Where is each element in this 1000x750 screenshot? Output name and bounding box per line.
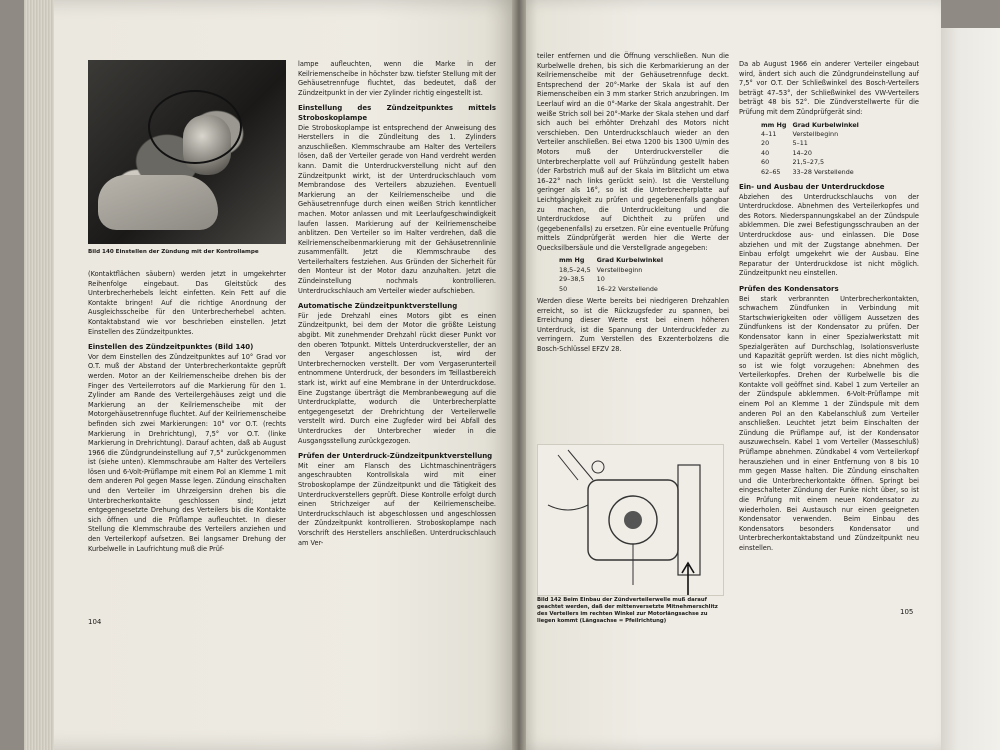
hand-image — [98, 175, 218, 230]
paragraph: Abziehen des Unterdruckschlauchs von der Unterdruckdose. Abnehmen des Verteilerkopfes und des Rotors. Niederspannungskabel an der Zündspule abklemmen. Die zwei Befestigungsschrauben an der Unterdruckdose aus- und einlassen. Die Dose abziehen und mit der Zugstange abnehmen. Der Einbau erfolgt umgekehrt wie der Ausbau. Eine Reparatur der Unterdruckdose ist nicht möglich. Zündzeitpunkt neu einstellen. — [739, 192, 919, 278]
table-row: 50 16–22 Verstellende — [559, 284, 658, 293]
table-row: 62–65 33–28 Verstellende — [761, 167, 854, 176]
paragraph: Da ab August 1966 ein anderer Verteiler eingebaut wird, ändert sich auch die Zündgrundeinstellung auf 7,5° vor O.T. Der Schließwinkel des Bosch-Verteilers beträgt 47–53°, der Schließwinkel des VW-Verteilers beträgt 48 bis 52°. Die Zündverstellwerte für die Prüfung mit dem Zündprüfgerät sind: — [739, 60, 919, 116]
paragraph: Vor dem Einstellen des Zündzeitpunktes auf 10° Grad vor O.T. muß der Abstand der Unterbrecherkontakte geprüft werden. Motor an der Keilriemenscheibe drehen bis der Finger des Verteilerrotors auf die Markierung für den 1. Zylinder am Rande des Verteilergehäuses zeigt und die Markierung an der Keilriemenscheibe mit der Motorgehäusetrennfuge fluchtet. Auf der Keilriemenscheibe befinden sich zwei Markierungen: 10° vor O.T. (rechts Markierung in Drehrichtung), 7,5° vor O.T. (linke Markierung in Drehrichtung). Darauf achten, daß ab August 1966 die Zündgrundeinstellung auf 7,5° zurückgenommen ist (siehe unten). Klemmschraube am Halter des Verteilers lösen und 6-Volt-Prüflampe mit einem Pol an Klemme 1 mit dem anderen Pol gegen Masse legen. Zündung einschalten und den Verteiler im Uhrzeigersinn drehen bis die Unterbrecherkontakte geschlossen sind; jetzt entgegengesetzte Drehung des Verteilers bis die Kontakte sich öffnen und die Prüflampe aufleuchtet. In dieser Stellung die Klemmschraube des Verteilers anziehen und den Verteilerkopf aufsetzen. Bei langsamer Drehung der Kurbelwelle in Laufrichtung muß die Prüf- — [88, 352, 286, 553]
table-row: 20 5–11 — [761, 139, 808, 148]
paragraph: Werden diese Werte bereits bei niedrigeren Drehzahlen erreicht, so ist die Rückzugsfeder zu spannen, bei Erreichung dieser Werte erst bei einem höheren Unterdruck, ist die Spannung der Unterdruckfeder zu verringern. Zum Verstellen des Exzenterbolzens die Bosch-Schlüssel EFZV 28. — [537, 297, 729, 354]
paragraph: Die Stroboskoplampe ist entsprechend der Anweisung des Herstellers in die Zündleitung des 1. Zylinders anzuschließen. Klemmschraube am Halter des Verteilers lösen, daß der Verteiler gerade von Hand verdreht werden kann. Damit die Unterdruckverstellung nicht auf den Zündzeitpunkt wirkt, ist der Unterdruckschlauch vom Membrandose des Verteilers abzuziehen. Eventuell Markierung an der Keilriemenscheibe und die Gehäusetrennfuge durch einen weißen Strich kenntlicher machen. Motor anlassen und mit Leerlaufgeschwindigkeit laufen lassen. Markierung auf der Keilriemenscheibe anblitzen. Den Verteiler so im Halter verdrehen, daß die Keilriemenscheibenmarkierung mit der Gehäusetrennlinie zusammenfällt. Jetzt die Klemmschraube des Verteilerhalters festziehen. Aus Gründen der Sicherheit für den Monteur ist der Motor dazu anzuhalten. Jetzt die Zündeinstellung nochmals kontrollieren. Unterdruckschlauch am Verteiler wieder aufschieben. — [298, 123, 496, 295]
paragraph: Für jede Drehzahl eines Motors gibt es einen Zündzeitpunkt, bei dem der Motor die größte Leistung abgibt. Mit zunehmender Drehzahl rückt dieser Punkt vor den oberen Totpunkt. Mittels Unterdruckversteller, der an den Vergaser angeschlossen ist, wird der Unterbrechernocken verstellt. Der vom Vergaserunterteil entnommene Unterdruck, der besonders im Teillastbereich stark ist, wirkt auf eine Membrane in der Unterdruckdose. Eine Zugstange überträgt die Membranbewegung auf die Unterdruckplatte, wodurch die Unterbrecherplatte entgegengesetzt der Drehrichtung der Verteilerwelle verstellt wird. Durch eine Zugfeder wird bei Abfall des Unterdruckes der Unterbrecher wieder in die Ausgangsstellung zurückgezogen. — [298, 311, 496, 445]
table-row: 18,5–24,5 Verstellbeginn — [559, 265, 643, 274]
section-heading: Automatische Zündzeitpunktverstellung — [298, 302, 458, 311]
engine-drawing — [538, 445, 723, 595]
section-heading: Prüfen der Unterdruck-Zündzeitpunktverstellung — [298, 452, 493, 461]
page-number-left: 104 — [88, 618, 102, 626]
paragraph: Bei stark verbrannten Unterbrecherkontakten, schwachem Zündfunken in Verbindung mit Startschwierigkeiten oder völligem Aussetzen des Zündfunkens ist der Kondensator zu prüfen. Der Kondensator kann in einer Spezialwerkstatt mit Spezialgeräten auf Durchschlag, Isolationsverluste und Kapazität geprüft werden. Ist dies nicht möglich, so ist wie folgt vorzugehen: Abnehmen des Verteilerkopfes. Drehen der Kurbelwelle bis die Kontakte voll geöffnet sind. Kabel 1 zum Verteiler an der Zündspule abklemmen. 6-Volt-Prüflampe mit einem Pol an Klemme 1 der Zündspule mit dem anderen Pol an den Kabelanschluß zum Verteiler anschließen. Leuchtet jetzt beim Einschalten der Zündung die Prüflampe auf, ist der Kondensator auszuwechseln. Kabel 1 vom Verteiler (Masseschluß) Prüflampe abnehmen. Zündkabel 4 vom Verteilerkopf herausziehen und in einer Entfernung von 8 bis 10 mm gegen Masse halten. Die Zündung einschalten und die Unterbrecherkontakte öffnen. Springt bei eingeschalteter Zündung der Funke nicht über, so ist die Prüfung mit einem neuen Kondensator zu wiederholen. Bei Austausch nur einen geeigneten Kondensator verwenden. Beim Einbau des Kondensators besonders Kondensator und Unterbrecherkontaktabstand und Zündzeitpunkt neu einstellen. — [739, 294, 919, 552]
table-row: 60 21,5–27,5 — [761, 158, 825, 167]
right-column-1 — [537, 52, 729, 355]
cable-image — [148, 90, 242, 164]
paragraph: (Kontaktflächen säubern) werden jetzt in umgekehrter Reihenfolge eingebaut. Das Gleitstück des Unterbrecherhebels leicht einfetten. Kein Fett auf die Kontakte bringen! Auf die richtige Anordnung der Ausgleichsscheibe für den Unterbrecherhebel achten. Kontaktabstand wie vor beschrieben einstellen. Jetzt Einstellen des Zündzeitpunktes. — [88, 270, 286, 336]
table-row: 29–38,5 10 — [559, 275, 605, 284]
section-heading: Einstellen des Zündzeitpunktes (Bild 140) — [88, 343, 254, 352]
page-stack-edges — [24, 0, 54, 750]
left-column-2 — [298, 60, 496, 548]
paragraph: lampe aufleuchten, wenn die Marke in der Keilriemenscheibe in höchster bzw. tiefster Stellung mit der Gehäusetrennfuge fluchtet, das bedeutet, daß der Zündzeitpunkt in der vier Zylinder richtig eingestellt ist. — [298, 60, 496, 97]
vacuum-table-2 — [761, 121, 865, 177]
table-header: Grad Kurbelwinkel — [596, 256, 664, 265]
page-number-right: 105 — [900, 608, 914, 616]
table-header: mm Hg — [559, 256, 585, 265]
figure-140-caption: Bild 140 Einstellen der Zündung mit der Kontrollampe — [88, 249, 259, 255]
table-header: Grad Kurbelwinkel — [792, 120, 859, 129]
figure-140-photo — [88, 60, 286, 244]
section-heading: Prüfen des Kondensators — [739, 284, 839, 293]
table-row: 40 14–20 — [761, 148, 812, 157]
book-gutter — [512, 0, 526, 750]
section-heading: Ein- und Ausbau der Unterdruckdose — [739, 183, 885, 191]
figure-142-caption: Bild 142 Beim Einbau der Zündverteilerwelle muß darauf geachtet werden, daß der mittenversetzte Mitnehmerschlitz des Verteilers im rechten Winkel zur Motorlängsachse zu liegen kommt (Längsachse = Pfeilrichtung) — [537, 597, 718, 624]
table-row: 4–11 Verstellbeginn — [761, 129, 839, 138]
section-heading: Einstellung des Zündzeitpunktes mittels Stroboskoplampe — [298, 104, 496, 122]
paragraph: Mit einer am Flansch des Lichtmaschinenträgers angeschraubten Kontrollskala wird mit einer Stroboskoplampe der Zündzeitpunkt und die Tätigkeit des Unterdruckverstellers geprüft. Diese Kontrolle erfolgt durch einen Strichzeiger auf der Keilriemenscheibe. Unterdruckschlauch ist abgeschlossen und angeschlossen der Zündzeitpunkt kontrollieren. Stroboskoplampe nach Vorschrift des Herstellers anschließen. Unterdruckschlauch am Ver- — [298, 461, 496, 547]
left-column-1 — [88, 270, 286, 554]
vacuum-table-1 — [559, 256, 669, 294]
figure-142-drawing — [537, 444, 724, 596]
paragraph: teiler entfernen und die Öffnung verschließen. Nun die Kurbelwelle drehen, bis sich die Kerbmarkierung an der Keilriemenscheibe mit der Gehäusetrennfuge deckt. Entsprechend der 20°-Marke der Skala ist auf den Riemenscheiben ein 3 mm starker Strich anzubringen. Im Leerlauf wird an die 0°-Marke der Skala angestrahlt. Der weiße Strich soll bei 20°-Marke der Skala stehen und darf sich auch bei erhöhter Drehzahl des Motors nicht verschieben. Den Unterdruckschlauch wieder an den Verteiler anschließen. Bei etwa 1200 bis 1300 U/min des Motors muß der Unterdruckversteller die Unterbrecherplatte voll auf Frühzündung gestellt haben (der Farbstrich muß auf der Skala im Blitzlicht um etwa 16–22° nach links gerückt sein). Ist die Verstellung geringer als 16°, so ist die Unterbrecherplatte auf Leichtgängigkeit zu prüfen und gegebenenfalls gangbar zu machen, die Unterdruckleitung und die Unterdruckdose auf Dichtheit zu prüfen und (gegebenenfalls) zu ersetzen. Für eine eventuelle Prüfung mittels Zündprüfgerät werden hier die Werte der Quecksilbersäule und die Verstellgrade angegeben: — [537, 52, 729, 252]
table-header: mm Hg — [761, 120, 787, 129]
right-column-2 — [739, 60, 919, 554]
